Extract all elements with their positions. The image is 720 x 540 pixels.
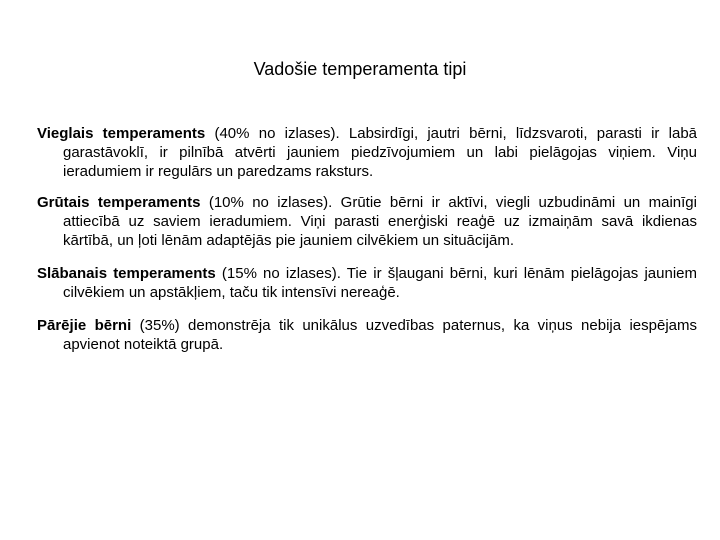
slide-content: [37, 124, 697, 354]
paragraph-text: (10% no izlases). Grūtie bērni ir aktīvi, viegli uzbudināmi un mainīgi attiecībā uz saviem ieradumiem. Viņi parasti enerģiski reaģē uz izmaiņām savā ikdienas kārtībā, un ļoti lēnām adaptējās pie jauniem cilvēkiem un situācijām.: [63, 194, 697, 249]
paragraph-text: (35%) demonstrēja tik unikālus uzvedības paternus, ka viņus nebija iespējams apvienot noteiktā grupā.: [63, 317, 698, 353]
term-label: Vieglais temperaments: [37, 125, 206, 142]
paragraph-parejie-berni: [37, 316, 697, 354]
paragraph-grutais-temperaments: [37, 193, 697, 250]
term-label: Pārējie bērni: [37, 317, 132, 334]
paragraph-vieglais-temperaments: [37, 124, 697, 181]
term-label: Slābanais temperaments: [37, 265, 216, 282]
paragraph-text: (15% no izlases). Tie ir šļaugani bērni, kuri lēnām pielāgojas jauniem cilvēkiem un apstākļiem, taču tik intensīvi nereaģē.: [63, 265, 697, 301]
paragraph-text: (40% no izlases). Labsirdīgi, jautri bērni, līdzsvaroti, parasti ir labā garastāvoklī, ir pilnībā atvērti jauniem piedzīvojumiem un labi pielāgojas viņiem. Viņu ieradumiem ir regulārs un paredzams raksturs.: [63, 125, 697, 180]
paragraph-slabanais-temperaments: [37, 264, 697, 302]
slide-title: Vadošie temperamenta tipi: [253, 59, 467, 79]
term-label: Grūtais temperaments: [37, 194, 201, 211]
